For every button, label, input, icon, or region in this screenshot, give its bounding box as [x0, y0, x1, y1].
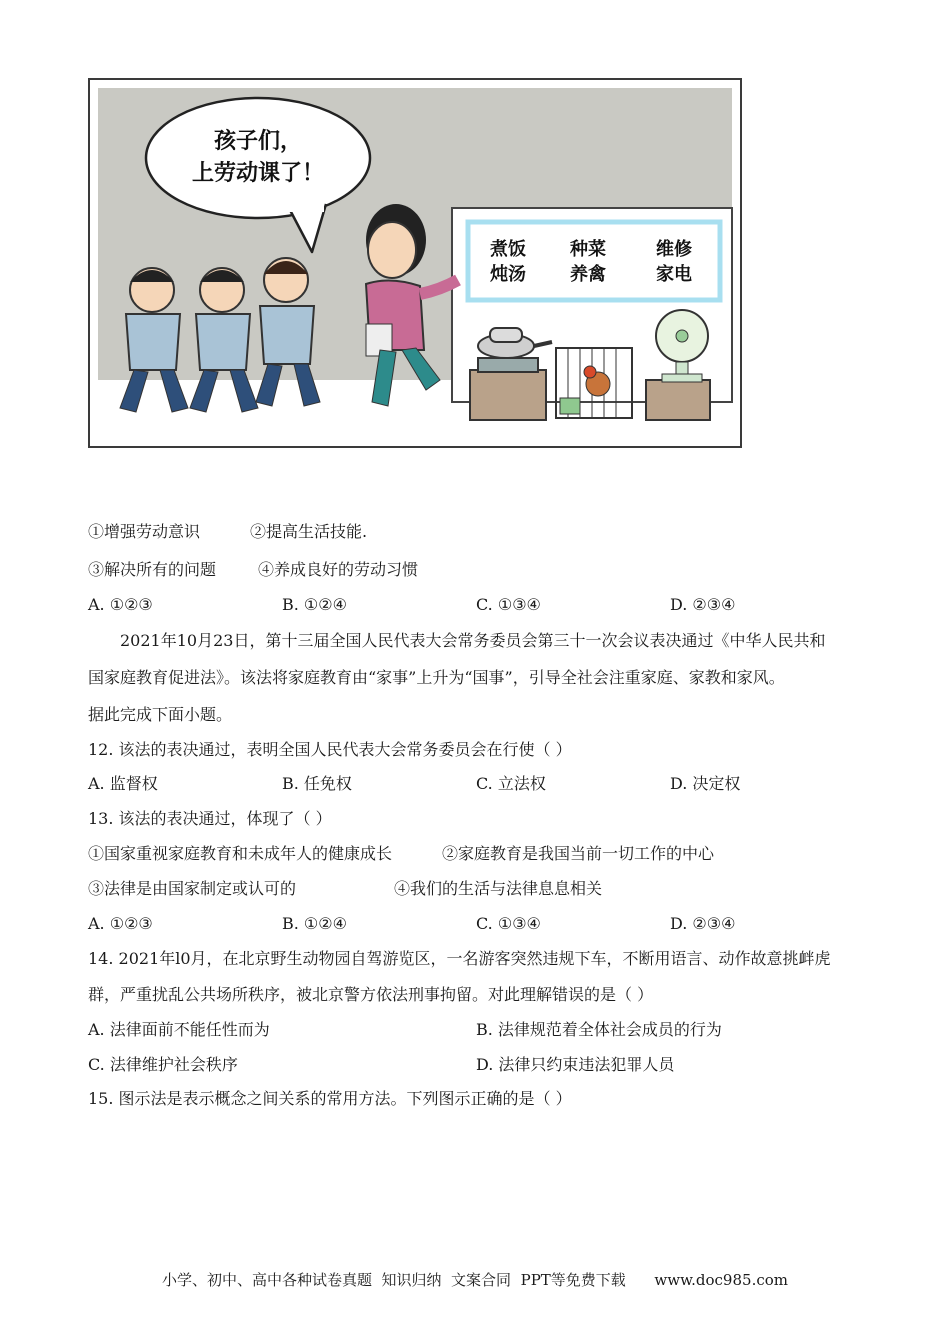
q12-option-c[interactable]: C. 立法权 — [476, 774, 546, 793]
q14-stem-line-2: 群，严重扰乱公共场所秩序，被北京警方依法刑事拘留。对此理解错误的是（ ） — [88, 985, 654, 1004]
q14-option-b[interactable]: B. 法律规范着全体社会成员的行为 — [476, 1020, 722, 1039]
q12-stem: 12. 该法的表决通过，表明全国人民代表大会常务委员会在行使（ ） — [88, 740, 572, 759]
q14-option-c[interactable]: C. 法律维护社会秩序 — [88, 1055, 238, 1074]
q11-option-d[interactable]: D. ②③④ — [670, 595, 736, 614]
q13-option-a[interactable]: A. ①②③ — [88, 914, 153, 933]
board-item-repair: 维修 — [656, 239, 692, 260]
q11-option-c[interactable]: C. ①③④ — [476, 595, 541, 614]
board-item-soup: 炖汤 — [490, 264, 526, 285]
board-item-cook: 煮饭 — [490, 239, 526, 260]
cartoon-svg — [90, 80, 740, 446]
labor-class-illustration — [88, 78, 742, 448]
q11-option-b[interactable]: B. ①②④ — [282, 595, 347, 614]
board-item-poultry: 养禽 — [570, 264, 606, 285]
passage-line-2: 国家庭教育促进法》。该法将家庭教育由“家事”上升为“国事”，引导全社会注重家庭、家教和家风。 — [88, 668, 785, 687]
q13-stem: 13. 该法的表决通过，体现了（ ） — [88, 809, 332, 828]
q14-stem-line-1: 14. 2021年l0月，在北京野生动物园自驾游览区，一名游客突然违规下车，不断用语言、动作故意挑衅虎 — [88, 949, 831, 968]
q13-option-c[interactable]: C. ①③④ — [476, 914, 541, 933]
speech-line-2: 上劳动课了！ — [191, 161, 325, 186]
board-item-appliance: 家电 — [656, 264, 692, 285]
q11-statement-2: ②提高生活技能. — [250, 522, 368, 541]
speech-line-1: 孩子们， — [213, 129, 303, 154]
q13-option-d[interactable]: D. ②③④ — [670, 914, 736, 933]
q12-option-a[interactable]: A. 监督权 — [88, 774, 158, 793]
q14-option-a[interactable]: A. 法律面前不能任性而为 — [88, 1020, 270, 1039]
q11-statement-3: ③解决所有的问题 — [88, 560, 217, 579]
q14-option-d[interactable]: D. 法律只约束违法犯罪人员 — [476, 1055, 675, 1074]
q12-option-b[interactable]: B. 任免权 — [282, 774, 352, 793]
q12-option-d[interactable]: D. 决定权 — [670, 774, 741, 793]
q11-option-a[interactable]: A. ①②③ — [88, 595, 153, 614]
q13-statement-2: ②家庭教育是我国当前一切工作的中心 — [442, 844, 715, 863]
passage-line-1: 2021年10月23日，第十三届全国人民代表大会常务委员会第三十一次会议表决通过《中华人民共和 — [120, 631, 826, 650]
q13-statement-1: ①国家重视家庭教育和未成年人的健康成长 — [88, 844, 393, 863]
q11-statement-4: ④养成良好的劳动习惯 — [258, 560, 419, 579]
q15-stem: 15. 图示法是表示概念之间关系的常用方法。下列图示正确的是（ ） — [88, 1089, 572, 1108]
page-footer: 小学、初中、高中各种试卷真题 知识归纳 文案合同 PPT等免费下载 www.doc985.com — [161, 1271, 788, 1289]
q13-statement-4: ④我们的生活与法律息息相关 — [394, 879, 603, 898]
q13-statement-3: ③法律是由国家制定或认可的 — [88, 879, 297, 898]
q11-statement-1: ①增强劳动意识 — [88, 522, 201, 541]
board-item-plant: 种菜 — [570, 239, 606, 260]
q13-option-b[interactable]: B. ①②④ — [282, 914, 347, 933]
passage-line-3: 据此完成下面小题。 — [88, 705, 233, 724]
